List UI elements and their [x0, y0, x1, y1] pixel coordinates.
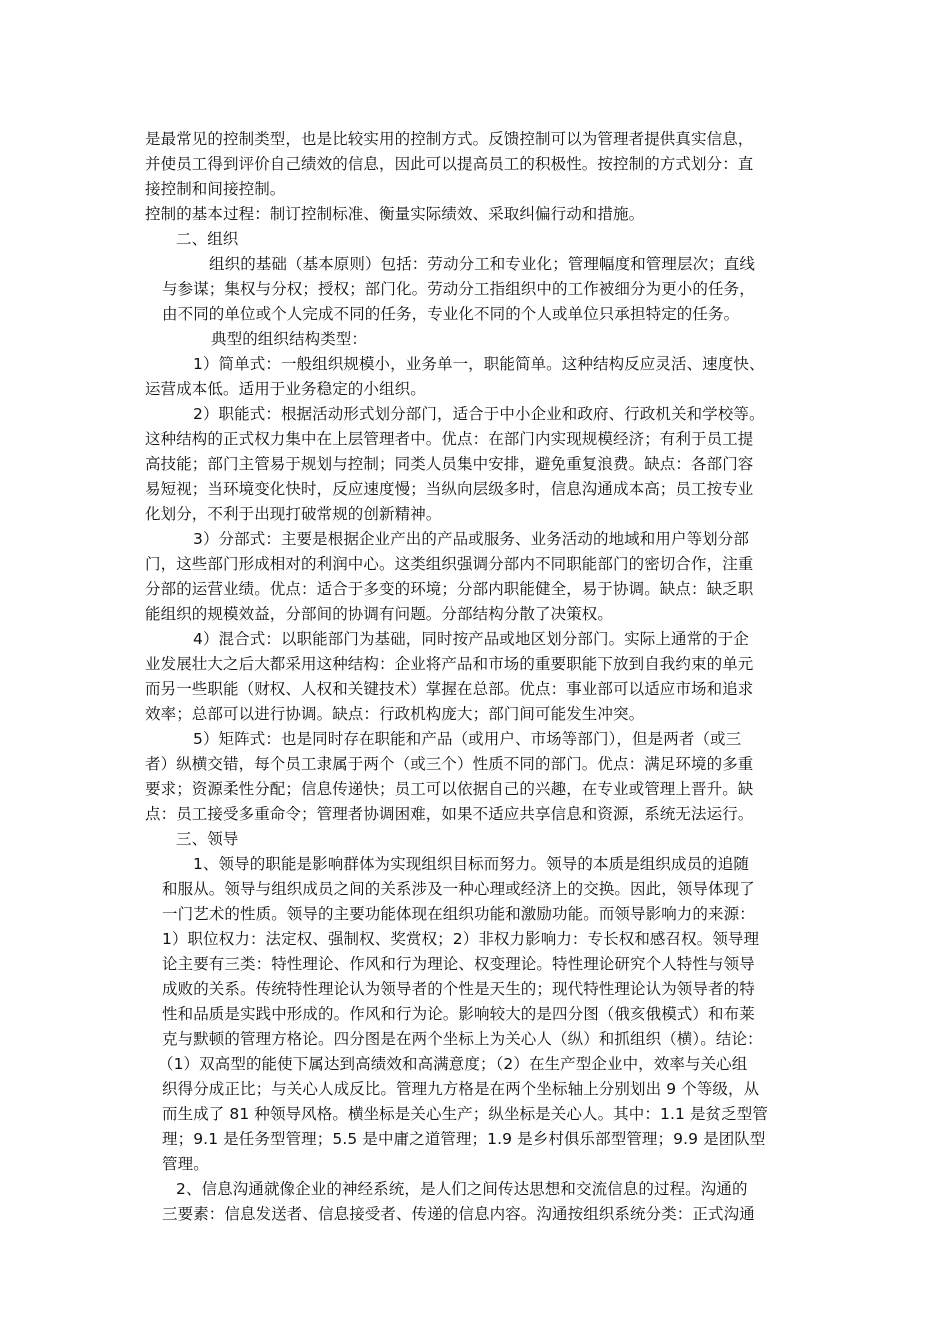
text-line: 组织的基础（基本原则）包括：劳动分工和专业化；管理幅度和管理层次；直线 — [209, 255, 756, 273]
text-line: 性和品质是实践中形成的。作风和行为论。影响较大的是四分图（俄亥俄模式）和布莱 — [162, 1005, 755, 1023]
text-line: 和服从。领导与组织成员之间的关系涉及一种心理或经济上的交换。因此，领导体现了 — [162, 880, 755, 898]
text-line: 论主要有三类：特性理论、作风和行为理论、权变理论。特性理论研究个人特性与领导 — [162, 955, 755, 973]
section-heading: 三、领导 — [176, 830, 239, 848]
text-line: 而生成了 81 种领导风格。横坐标是关心生产；纵坐标是关心人。其中：1.1 是贫乏型管 — [162, 1105, 768, 1123]
text-line: 易短视；当环境变化快时，反应速度慢；当纵向层级多时，信息沟通成本高；员工按专业 — [145, 480, 754, 498]
text-line: 理；9.1 是任务型管理；5.5 是中庸之道管理；1.9 是乡村俱乐部型管理；9.9 是团队型 — [162, 1130, 766, 1148]
text-line: 而另一些职能（财权、人权和关键技术）掌握在总部。优点：事业部可以适应市场和追求 — [145, 680, 754, 698]
text-line: 3）分部式：主要是根据企业产出的产品或服务、业务活动的地域和用户等划分部 — [193, 530, 749, 548]
text-line: 1）简单式：一般组织规模小，业务单一，职能简单。这种结构反应灵活、速度快、 — [193, 355, 765, 373]
text-line: 1）职位权力：法定权、强制权、奖赏权；2）非权力影响力：专长权和感召权。领导理 — [162, 930, 760, 948]
text-line: 2）职能式：根据活动形式划分部门，适合于中小企业和政府、行政机关和学校等。 — [193, 405, 765, 423]
text-line: 分部的运营业绩。优点：适合于多变的环境；分部内职能健全，易于协调。缺点：缺乏职 — [145, 580, 754, 598]
text-line: 要求；资源柔性分配；信息传递快；员工可以依据自己的兴趣，在专业或管理上晋升。缺 — [145, 780, 754, 798]
text-line: 门，这些部门形成相对的利润中心。这类组织强调分部内不同职能部门的密切合作，注重 — [145, 555, 754, 573]
text-line: 能组织的规模效益，分部间的协调有问题。分部结构分散了决策权。 — [145, 605, 614, 623]
text-line: 4）混合式：以职能部门为基础，同时按产品或地区划分部门。实际上通常的于企 — [193, 630, 749, 648]
text-line: 5）矩阵式：也是同时存在职能和产品（或用户、市场等部门），但是两者（或三 — [193, 730, 742, 748]
text-line: 2、信息沟通就像企业的神经系统，是人们之间传达思想和交流信息的过程。沟通的 — [176, 1180, 748, 1198]
text-line: 由不同的单位或个人完成不同的任务，专业化不同的个人或单位只承担特定的任务。 — [162, 305, 740, 323]
text-line: 业发展壮大之后大都采用这种结构：企业将产品和市场的重要职能下放到自我约束的单元 — [145, 655, 754, 673]
text-line: 点：员工接受多重命令；管理者协调困难，如果不适应共享信息和资源，系统无法运行。 — [145, 805, 754, 823]
text-line: 化划分，不利于出现打破常规的创新精神。 — [145, 505, 442, 523]
text-line: 织得分成正比；与关心人成反比。管理九方格是在两个坐标轴上分别划出 9 个等级，从 — [162, 1080, 760, 1098]
section-heading: 二、组织 — [176, 230, 239, 248]
text-line: 成败的关系。传统特性理论认为领导者的个性是天生的；现代特性理论认为领导者的特 — [162, 980, 755, 998]
text-line: 一门艺术的性质。领导的主要功能体现在组织功能和激励功能。而领导影响力的来源： — [162, 905, 755, 923]
text-line: 接控制和间接控制。 — [145, 180, 286, 198]
text-line: 1、领导的职能是影响群体为实现组织目标而努力。领导的本质是组织成员的追随 — [193, 855, 749, 873]
text-line: 这种结构的正式权力集中在上层管理者中。优点：在部门内实现规模经济；有利于员工提 — [145, 430, 754, 448]
text-line: 与参谋；集权与分权；授权；部门化。劳动分工指组织中的工作被细分为更小的任务， — [162, 280, 755, 298]
text-line: （1）双高型的能使下属达到高绩效和高满意度；（2）在生产型企业中，效率与关心组 — [158, 1055, 748, 1073]
text-line: 控制的基本过程：制订控制标准、衡量实际绩效、采取纠偏行动和措施。 — [145, 205, 645, 223]
text-line: 典型的组织结构类型： — [211, 330, 368, 348]
text-line: 三要素：信息发送者、信息接受者、传递的信息内容。沟通按组织系统分类：正式沟通 — [162, 1205, 755, 1223]
text-line: 是最常见的控制类型，也是比较实用的控制方式。反馈控制可以为管理者提供真实信息， — [145, 130, 754, 148]
text-line: 运营成本低。适用于业务稳定的小组织。 — [145, 380, 426, 398]
text-line: 高技能；部门主管易于规划与控制；同类人员集中安排，避免重复浪费。缺点：各部门容 — [145, 455, 754, 473]
text-line: 并使员工得到评价自己绩效的信息，因此可以提高员工的积极性。按控制的方式划分：直 — [145, 155, 754, 173]
text-line: 管理。 — [162, 1155, 209, 1173]
text-line: 效率；总部可以进行协调。缺点：行政机构庞大；部门间可能发生冲突。 — [145, 705, 645, 723]
text-line: 克与默顿的管理方格论。四分图是在两个坐标上为关心人（纵）和抓组织（横）。结论： — [162, 1030, 763, 1048]
text-line: 者）纵横交错，每个员工隶属于两个（或三个）性质不同的部门。优点：满足环境的多重 — [145, 755, 754, 773]
